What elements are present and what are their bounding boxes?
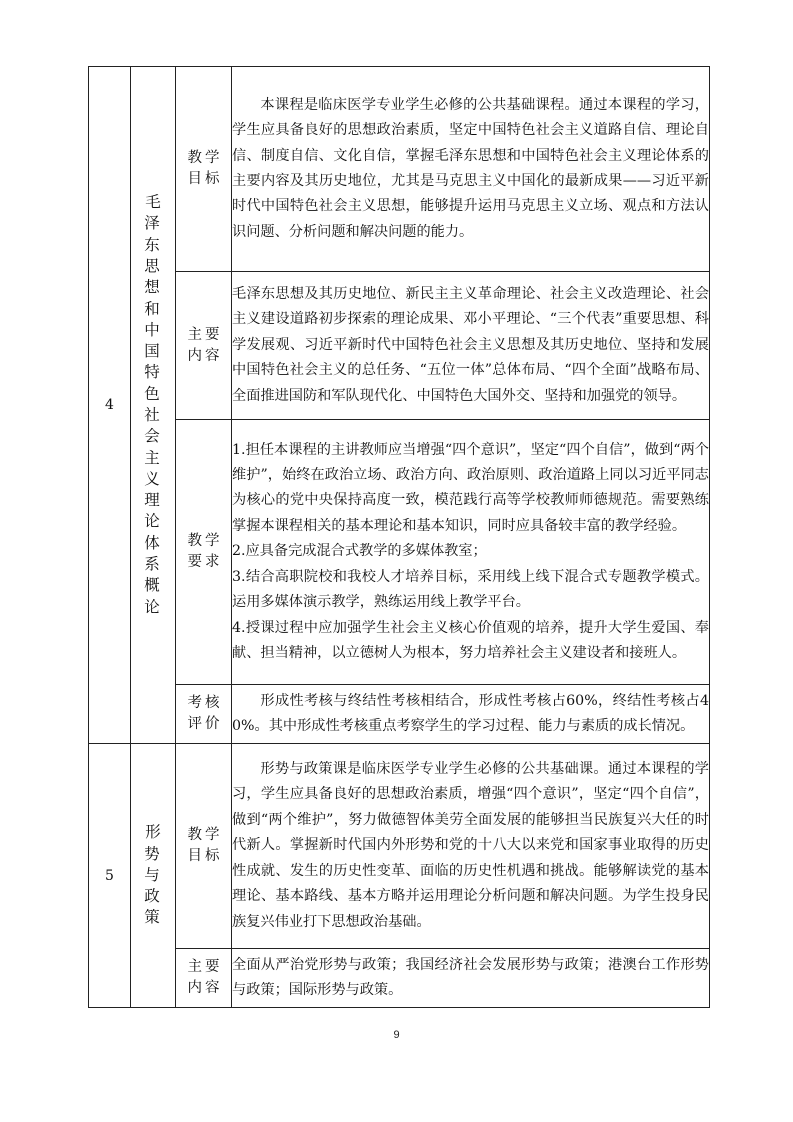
course-4-assessment-row [89,685,710,744]
section-body-content: 毛泽东思想及其历史地位、新民主主义革命理论、社会主义改造理论、社会主义建设道路初步探索的理论成果、邓小平理论、“三个代表”重要思想、科学发展观、习近平新时代中国特色社会主义思想及其历史地位、坚持和发展中国特色社会主义的总任务、“五位一体”总体布局、“四个全面”战略布局、全面推进国防和军队现代化、中国特色大国外交、坚持和加强党的领导。 [232,272,710,420]
course-4-objective-row [89,67,710,272]
requirement-item: 3.结合高职院校和我校人才培养目标，采用线上线下混合式专题教学模式。运用多媒体演示教学，熟练运用线上教学平台。 [232,568,709,611]
course-number: 4 [89,67,131,744]
course-name [131,744,176,1008]
course-number: 5 [89,744,131,1008]
section-label-content: 主要内容 [176,949,232,1008]
section-label-assessment: 考核评价 [176,685,232,744]
course-4-requirement-row [89,420,710,685]
course-4-content-row [89,272,710,420]
requirement-item: 4.授课过程中应加强学生社会主义核心价值观的培养，提升大学生爱国、奉献、担当精神，以立德树人为根本，努力培养社会主义建设者和接班人。 [232,619,709,661]
course-table [88,66,710,1008]
course-name [131,67,176,744]
section-body-content: 全面从严治党形势与政策；我国经济社会发展形势与政策；港澳台工作形势与政策；国际形势与政策。 [232,949,710,1008]
course-5-objective-row [89,744,710,949]
course-name-text: 毛泽东思想和中国特色社会主义理论体系概论 [144,193,163,616]
section-body-requirement [232,420,710,685]
section-label-objective: 教学目标 [176,67,232,272]
section-body-objective: 本课程是临床医学专业学生必修的公共基础课程。通过本课程的学习，学生应具备良好的思想政治素质，坚定中国特色社会主义道路自信、理论自信、制度自信、文化自信，掌握毛泽东思想和中国特色社会主义理论体系的主要内容及其历史地位，尤其是马克思主义中国化的最新成果——习近平新时代中国特色社会主义思想，能够提升运用马克思主义立场、观点和方法认识问题、分析问题和解决问题的能力。 [232,67,710,272]
section-label-requirement: 教学要求 [176,420,232,685]
requirement-item: 2.应具备完成混合式教学的多媒体教室； [232,543,487,560]
section-label-objective: 教学目标 [176,744,232,949]
page-number: 9 [393,1029,400,1041]
course-name-text: 形势与政策 [144,823,163,927]
section-body-objective: 形势与政策课是临床医学专业学生必修的公共基础课。通过本课程的学习，学生应具备良好的思想政治素质，增强“四个意识”，坚定“四个自信”，做到“两个维护”，努力做德智体美劳全面发展的能够担当民族复兴大任的时代新人。掌握新时代国内外形势和党的十八大以来党和国家事业取得的历史性成就、发生的历史性变革、面临的历史性机遇和挑战。能够解读党的基本理论、基本路线、基本方略并运用理论分析问题和解决问题。为学生投身民族复兴伟业打下思想政治基础。 [232,744,710,949]
section-label-content: 主要内容 [176,272,232,420]
requirement-item: 1.担任本课程的主讲教师应当增强“四个意识”，坚定“四个自信”，做到“两个维护”，始终在政治立场、政治方向、政治原则、政治道路上同以习近平同志为核心的党中央保持高度一致，模范践行高等学校教师师德规范。需要熟练掌握本课程相关的基本理论和基本知识，同时应具备较丰富的教学经验。 [232,441,709,534]
course-5-content-row [89,949,710,1008]
section-body-assessment: 形成性考核与终结性考核相结合，形成性考核占60%，终结性考核占40%。其中形成性考核重点考察学生的学习过程、能力与素质的成长情况。 [232,685,710,744]
